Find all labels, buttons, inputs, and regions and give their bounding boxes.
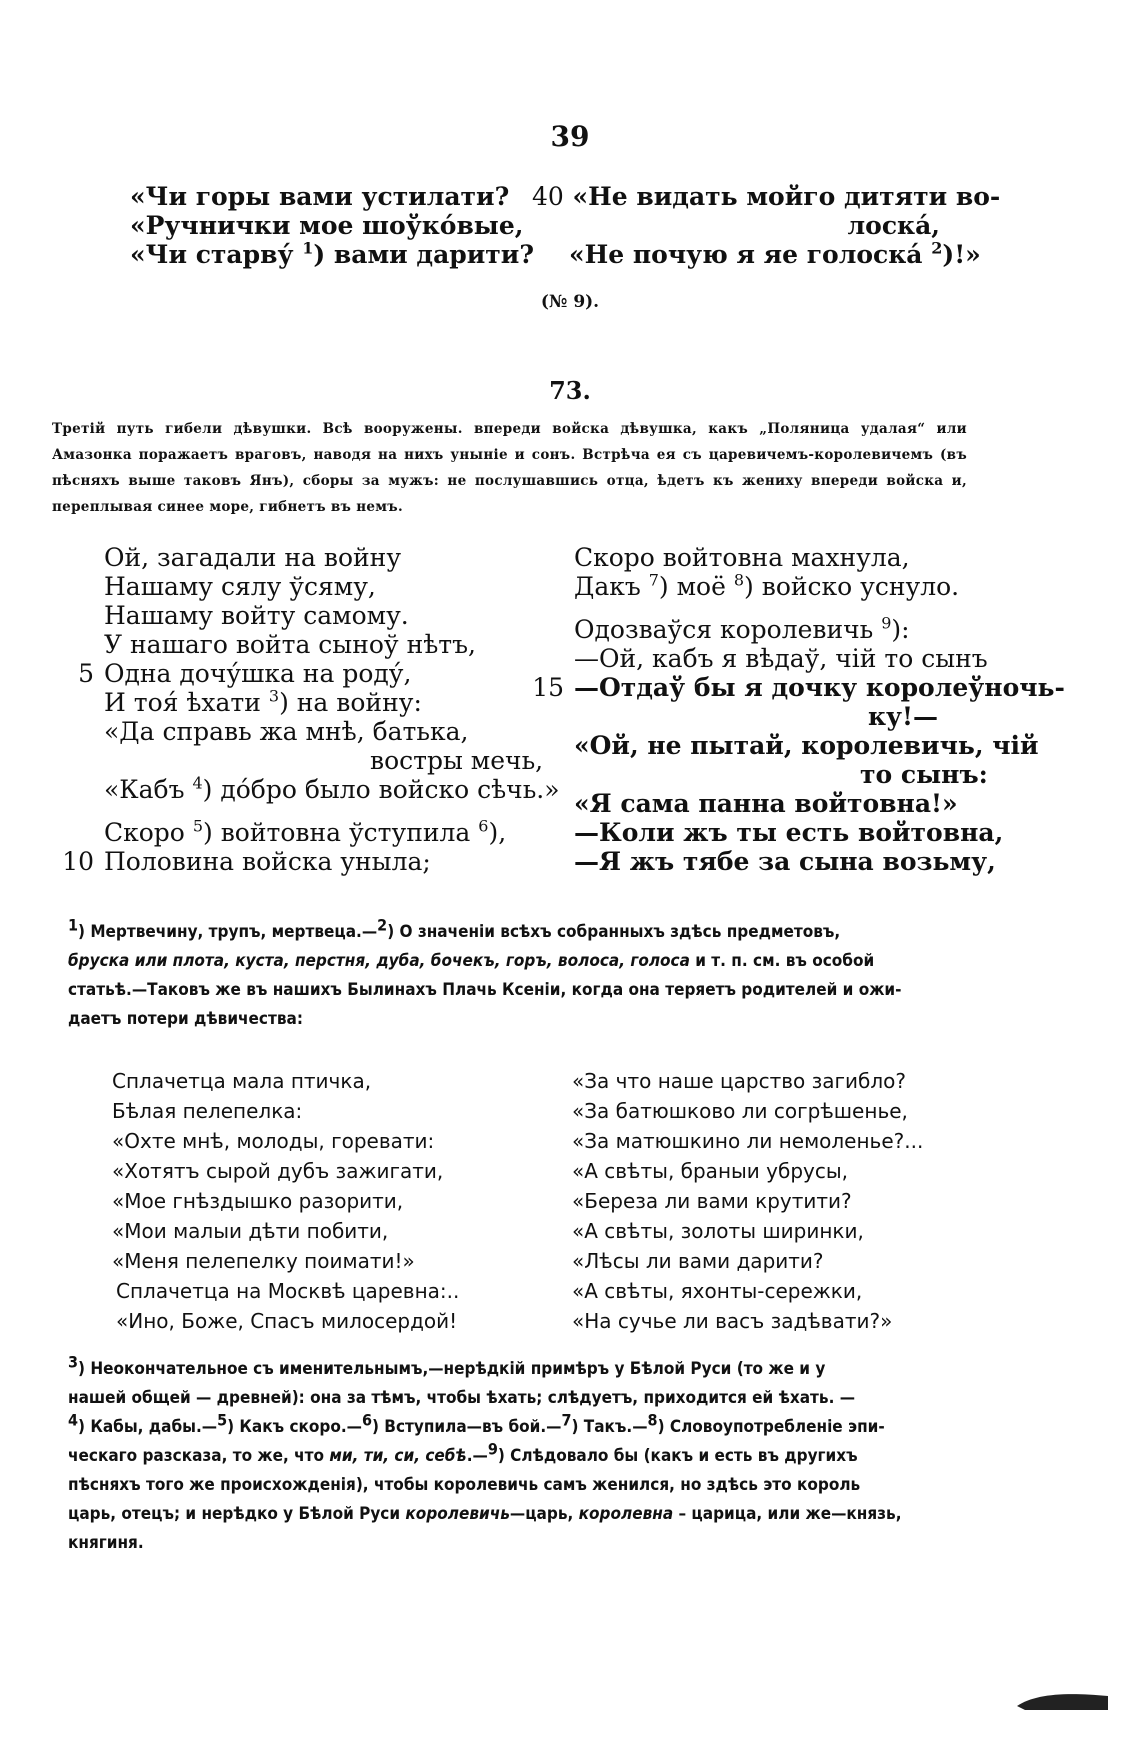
top-verse-line: «Ручнички мое шоўко́вые,	[130, 211, 524, 240]
footnote-ref: 2	[931, 238, 943, 258]
poem-line: Дакъ $^7$) моё $^8$) войско уснуло.	[574, 570, 960, 601]
poem-line: «Я сама панна войтовна!»	[574, 789, 958, 818]
poem-line: 10 Половина войска уныла;	[60, 847, 560, 876]
line-number: 10	[62, 847, 94, 876]
top-verse-line: лоска́,	[847, 211, 940, 240]
line-number: 40	[532, 182, 564, 211]
citation-line: «Лѣсы ли вами дарити?	[572, 1249, 824, 1273]
citation-line: «Мое гнѣздышко разорити,	[112, 1189, 404, 1213]
top-verse-line: 40 «Не видать мойго дитяти во-	[532, 182, 1001, 211]
citation-line: Сплачетца мала птичка,	[112, 1069, 372, 1093]
footnote-ref: 8	[647, 1410, 658, 1430]
footnote-line: царь, отецъ; и нерѣдко у Бѣлой Руси королевичь—царь, королевна – царица, или же—князь,	[68, 1504, 902, 1524]
song-number: 73.	[549, 376, 591, 405]
source-reference: (№ 9).	[540, 292, 600, 312]
citation-line: «За что наше царство загибло?	[572, 1069, 906, 1093]
footnote-1	[68, 915, 968, 1034]
citation-line: «Охте мнѣ, молоды, горевати:	[112, 1129, 435, 1153]
poem-line: —Ой, кабъ я вѣдаў, чій то сынъ	[574, 644, 988, 673]
citation-line: «А свѣты, золоты ширинки,	[572, 1219, 864, 1243]
footnote-ref: 9	[487, 1439, 498, 1459]
citation-line: Бѣлая пелепелка:	[112, 1099, 303, 1123]
footnote-line: пѣсняхъ того же происхожденія), чтобы королевичь самъ женился, но здѣсь это король	[68, 1475, 861, 1495]
footnote-ref: 7	[648, 570, 659, 590]
footnote-ref: 4	[68, 1410, 79, 1430]
poem-line: «Да справь жа мнѣ, батька,	[104, 717, 469, 746]
footnote-line: нашей общей — древней): она за тѣмъ, чтобы ѣхать; слѣдуетъ, приходится ей ѣхать. —	[68, 1388, 855, 1408]
poem-line: Скоро войтовна махнула,	[574, 543, 910, 572]
citation-line: «За матюшкино ли немоленье?...	[572, 1129, 924, 1153]
citation-line: «А свѣты, браныи убрусы,	[572, 1159, 849, 1183]
footnote-ref: 6	[478, 816, 489, 836]
footnote-ref: 7	[561, 1410, 572, 1430]
footnote-line: княгиня.	[68, 1533, 144, 1553]
poem-line: 15 —Отдаў бы я дочку королеўночь-	[530, 673, 1065, 702]
poem-line: И тоя́ ѣхати $^3$) на войну:	[104, 686, 422, 717]
poem-line: 5 Одна дочу́шка на роду́,	[60, 659, 560, 688]
citation-line: «На сучье ли васъ задѣвати?»	[572, 1309, 893, 1333]
poem-line: Одозваўся королевичь $^9$):	[574, 613, 910, 644]
poem-line: У нашаго войта сыноў нѣтъ,	[104, 630, 476, 659]
footnote-ref: 4	[192, 773, 203, 793]
footnote-2	[68, 1352, 973, 1558]
citation-line: «За батюшково ли согрѣшенье,	[572, 1099, 908, 1123]
poem-line: Нашаму войту самому.	[104, 601, 409, 630]
top-verse-line: «Не почую я яе голоска́ $^2$)!»	[569, 238, 981, 269]
footnote-ref: 8	[733, 570, 745, 590]
footnote-line: 3) Неокончательное съ именительнымъ,—нерѣдкій примѣръ у Бѣлой Руси (то же и у	[68, 1352, 826, 1379]
footnote-ref: 5	[192, 816, 203, 836]
footnote-ref: 2	[377, 915, 388, 935]
song-summary: Третій путь гибели дѣвушки. Всѣ вооружены. впереди войска дѣвушка, какъ „Поляница удалая“ или Амазонка поражаетъ враговъ, наводя на нихъ уныніе и сонъ. Встрѣча ея съ царевичемъ-королевичемъ (въ пѣсняхъ выше таковъ Янъ), сборы за мужъ: не послушавшись отца, ѣдетъ къ жениху впереди войска и, переплывая синее море, гибнетъ въ немъ.	[52, 421, 967, 515]
poem-line: Скоро $^5$) войтовна ўступила $^6$),	[104, 816, 507, 847]
citation-line: «Меня пелепелку поимати!»	[112, 1249, 415, 1273]
citation-line: «Ино, Боже, Спасъ милосердой!	[116, 1309, 458, 1333]
poem-line: «Кабъ $^4$) до́бро было войско сѣчь.»	[104, 773, 560, 804]
poem-line: Ой, загадали на войну	[104, 543, 402, 572]
footnote-line: ческаго разсказа, то же, что ми, ти, си, себѣ.—9) Слѣдовало бы (какъ и есть въ другихъ	[68, 1439, 858, 1466]
poem-line: востры мечь,	[370, 746, 544, 775]
poem-line: —Коли жъ ты есть войтовна,	[574, 818, 1004, 847]
poem-line: то сынъ:	[860, 760, 988, 789]
citation-line: «А свѣты, яхонты-сережки,	[572, 1279, 863, 1303]
footnote-ref: 1	[302, 238, 314, 258]
footnote-ref: 3	[268, 686, 280, 706]
footnote-ref: 6	[361, 1410, 372, 1430]
poem-line: «Ой, не пытай, королевичь, чій	[574, 731, 1039, 760]
citation-line: «Хотятъ сырой дубъ зажигати,	[112, 1159, 444, 1183]
footnote-ref: 5	[217, 1410, 228, 1430]
top-verse-line: «Чи горы вами устилати?	[130, 182, 510, 211]
footnote-ref: 1	[68, 915, 79, 935]
poem-line: Нашаму сялу ўсяму,	[104, 572, 376, 601]
citation-right-column	[572, 1066, 923, 1336]
footnote-line: бруска или плота, куста, перстня, дуба, бочекъ, горъ, волоса, голоса и т. п. см. въ особой	[68, 951, 875, 971]
citation-line: Сплачетца на Москвѣ царевна:..	[116, 1279, 460, 1303]
poem-right-column	[530, 543, 1065, 876]
footnote-ref: 9	[881, 613, 892, 633]
citation-line: «Береза ли вами крутити?	[572, 1189, 852, 1213]
citation-line: «Мои малыи дѣти побити,	[112, 1219, 389, 1243]
page-number: 39	[550, 120, 590, 153]
citation-left-column	[112, 1066, 459, 1336]
poem-line: —Я жъ тябе за сына возьму,	[574, 847, 996, 876]
footnote-line: 1) Мертвечину, трупъ, мертвеца.—2) О значеніи всѣхъ собранныхъ здѣсь предметовъ,	[68, 915, 841, 942]
top-verse-left	[130, 182, 534, 269]
footnote-ref: 3	[68, 1352, 79, 1372]
top-verse-line: «Чи старву́ $^1$) вами дарити?	[130, 238, 534, 269]
poem-line: ку!—	[868, 702, 939, 731]
footnote-line: 4) Кабы, дабы.—5) Какъ скоро.—6) Вступила—въ бой.—7) Такъ.—8) Словоупотребленіе эпи-	[68, 1410, 885, 1437]
scan-mark-decoration	[1015, 1690, 1110, 1712]
line-number: 5	[78, 659, 94, 688]
footnote-line: статьѣ.—Таковъ же въ нашихъ Былинахъ Плачь Ксеніи, когда она теряетъ родителей и ожи-	[68, 980, 902, 1000]
poem-left-column	[60, 543, 560, 876]
footnote-line: даетъ потери дѣвичества:	[68, 1009, 303, 1029]
line-number: 15	[532, 673, 564, 702]
top-verse-right	[532, 182, 1001, 269]
